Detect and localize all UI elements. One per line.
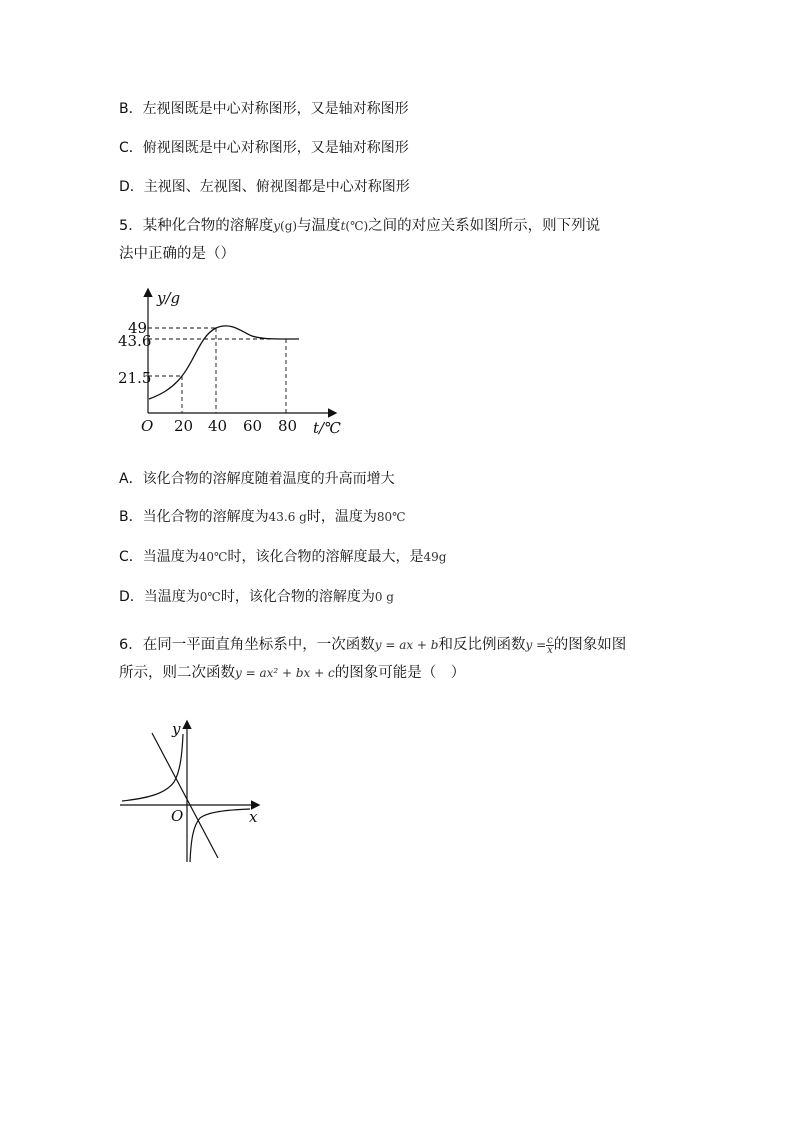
q5-c-pre: C．当温度为 [119, 549, 199, 565]
q5-b-pre: B．当化合物的溶解度为 [119, 509, 269, 525]
q5-c-mid: 时，该化合物的溶解度最大，是 [227, 549, 424, 565]
q5-d-val: 0 g [374, 590, 394, 604]
q5-mid: 与温度 [297, 218, 341, 234]
q5-t-var: t [340, 219, 346, 233]
y-tick-21-5: 21.5 [118, 369, 152, 387]
q5-prefix: 5．某种化合物的溶解度 [119, 218, 274, 234]
q5-c-temp: 40℃ [198, 550, 228, 564]
q5-line2: 法中正确的是（） [119, 246, 235, 262]
q6-line2-pre: 所示，则二次函数 [119, 665, 235, 681]
q5-option-c [119, 547, 446, 567]
q4-option-b: B．左视图既是中心对称图形，又是轴对称图形 [119, 101, 409, 117]
y-tick-43-6: 43.6 [118, 332, 152, 350]
guide-lines [148, 328, 286, 413]
solubility-chart [118, 284, 350, 439]
fig2-origin: O [171, 807, 184, 825]
x-tick-60: 60 [243, 417, 263, 435]
q5-d-temp: 0℃ [199, 590, 221, 604]
hyperbola-branch-lower-right [190, 809, 250, 862]
q5-b-temp: 80℃ [376, 510, 406, 524]
hyperbola-branch-upper-left [122, 734, 183, 801]
q6-line2-suf: 的图象可能是（ ） [334, 665, 466, 681]
x-tick-40: 40 [208, 417, 228, 435]
y-axis-label [156, 289, 180, 307]
solubility-curve [149, 326, 299, 399]
q5-d-pre: D．当温度为 [119, 589, 200, 605]
q5-t-unit: (℃) [345, 219, 369, 233]
q6-inv-den: x [547, 644, 553, 656]
x-tick-20: 20 [174, 417, 194, 435]
function-graph [115, 713, 270, 868]
y-tick-49: 49 [128, 319, 148, 337]
q5-b-val: 43.6 g [268, 510, 307, 524]
q5-y-var: y [273, 219, 281, 233]
x-tick-80: 80 [278, 417, 298, 435]
q6-stem [119, 631, 689, 687]
q6-inv-fraction [546, 636, 554, 655]
q5-suffix: 之间的对应关系如图所示，则下列说 [368, 218, 601, 234]
q5-y-unit: (g) [280, 219, 298, 233]
q5-option-d [119, 587, 394, 607]
chart-y-var: y/g [157, 289, 181, 307]
q6-linear: y = ax + b [374, 638, 439, 652]
q5-option-b [119, 507, 406, 527]
q6-inv-num: c [547, 634, 553, 646]
q4-option-c: C．俯视图既是中心对称图形，又是轴对称图形 [119, 140, 409, 156]
x-axis-label: t/℃ [313, 419, 341, 437]
q4-option-d: D．主视图、左视图、俯视图都是中心对称图形 [119, 179, 410, 195]
q5-d-mid: 时，该化合物的溶解度为 [220, 589, 375, 605]
linear-function-line [152, 733, 218, 858]
q5-option-a: A．该化合物的溶解度随着温度的升高而增大 [119, 471, 395, 487]
q5-c-val: 49g [423, 550, 447, 564]
q6-quad: y = ax² + bx + c [235, 666, 335, 680]
chart-origin: O [141, 417, 154, 435]
fig2-x-label: x [249, 808, 258, 826]
fig2-y-label: y [172, 720, 181, 738]
q6-inv-lhs: y = [525, 638, 547, 652]
q5-b-mid: 时，温度为 [306, 509, 377, 525]
q5-stem [119, 212, 689, 268]
q6-mid: 和反比例函数 [438, 637, 526, 653]
q6-prefix: 6．在同一平面直角坐标系中，一次函数 [119, 637, 375, 653]
q6-suffix: 的图象如图 [553, 637, 627, 653]
